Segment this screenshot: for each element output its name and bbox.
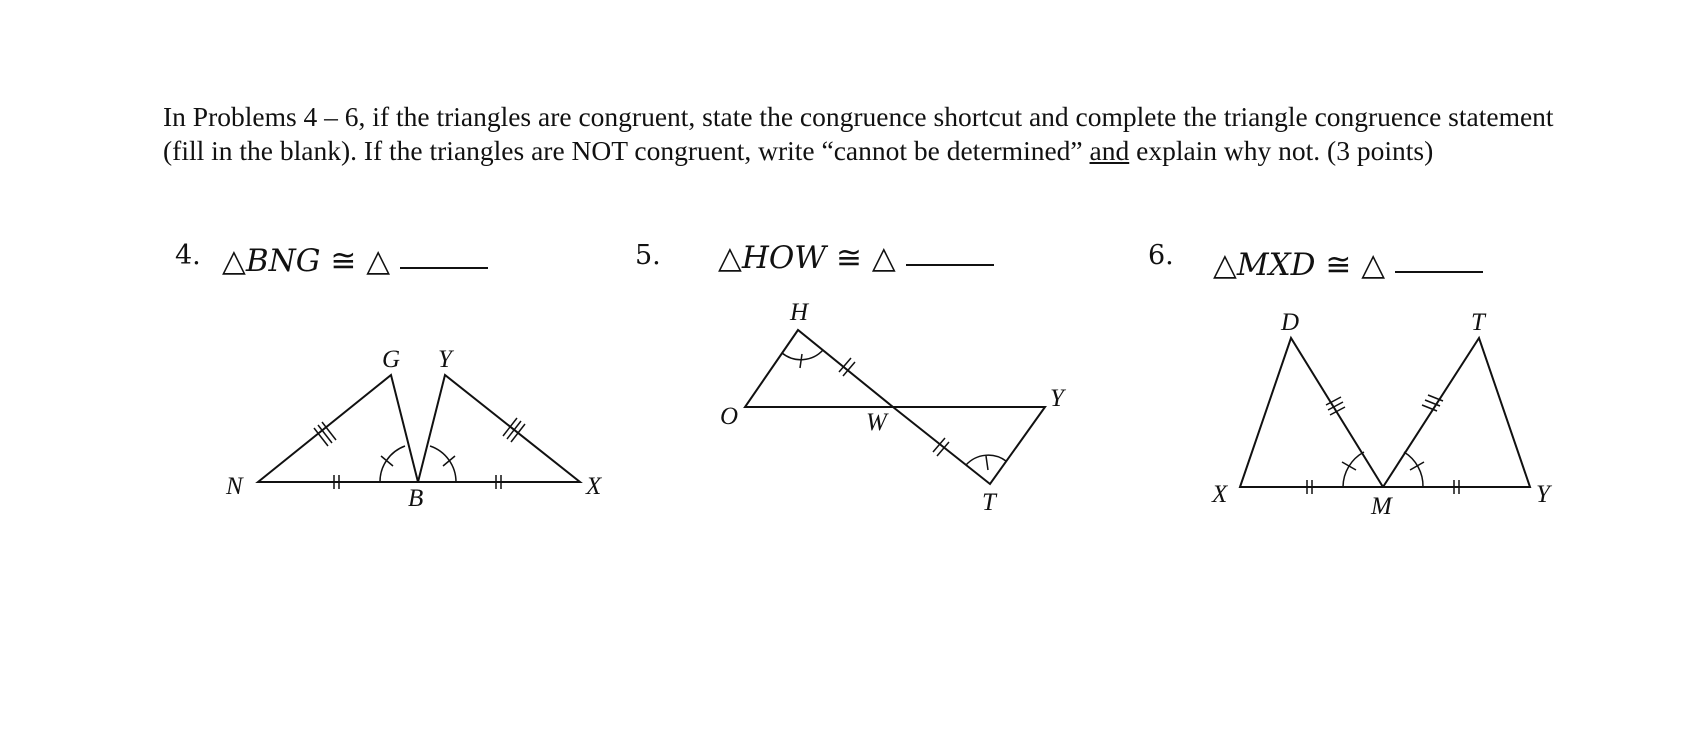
angle-arc-xmd <box>1343 452 1364 487</box>
angle-tick <box>1410 462 1424 470</box>
triangle-symbol: △ <box>1361 247 1386 283</box>
vertex-label-y: Y <box>1050 385 1064 412</box>
vertex-label-y: Y <box>1536 481 1550 508</box>
instructions-text: In Problems 4 – 6, if the triangles are congruent, state the congruence shortcut and complete the triangle congruence statement (fill in the blank). If the triangles are NOT congruent, write “cannot be determined” <box>163 101 1554 166</box>
triangle-name: BNG <box>245 243 321 279</box>
vertex-label-x: X <box>586 473 602 500</box>
vertex-label-g: G <box>382 346 401 373</box>
angle-arc-tmy <box>1404 452 1423 487</box>
vertex-label-t: T <box>982 489 996 516</box>
vertex-label-d: D <box>1281 309 1300 336</box>
problem-number: 6. <box>1148 240 1174 271</box>
problem-number: 4. <box>175 240 201 271</box>
triangle-symbol: △ <box>871 240 896 276</box>
congruent-symbol: ≅ <box>1325 247 1352 283</box>
vertex-label-y: Y <box>438 346 452 373</box>
triangle-name: MXD <box>1236 247 1316 283</box>
instructions-underlined: and <box>1089 135 1130 166</box>
vertex-label-w: W <box>866 409 887 436</box>
vertex-label-n: N <box>226 473 243 500</box>
triangle-wyt <box>893 407 1045 484</box>
angle-tick <box>443 456 455 466</box>
triangle-name: HOW <box>741 240 827 276</box>
triangle-mty <box>1383 338 1530 487</box>
vertex-label-h: H <box>790 299 809 326</box>
angle-tick <box>1342 462 1356 470</box>
triangle-bng <box>258 375 418 482</box>
triangle-how <box>745 330 893 407</box>
triangle-byx <box>418 375 580 482</box>
vertex-label-b: B <box>408 485 424 512</box>
figure-6 <box>1211 309 1553 520</box>
angle-tick <box>381 456 393 466</box>
angle-arc-gbn <box>380 446 405 482</box>
tick-marks-yx <box>503 418 525 442</box>
vertex-label-t: T <box>1471 309 1485 336</box>
congruent-symbol: ≅ <box>836 240 862 276</box>
problem-number: 5. <box>635 240 661 271</box>
angle-tick <box>800 354 802 368</box>
vertex-label-m: M <box>1371 493 1392 520</box>
vertex-label-o: O <box>720 403 739 430</box>
vertex-label-x: X <box>1212 481 1228 508</box>
congruent-symbol: ≅ <box>330 243 357 279</box>
triangle-mxd <box>1240 338 1383 487</box>
triangle-symbol: △ <box>718 240 742 276</box>
triangle-symbol: △ <box>1213 247 1237 283</box>
angle-arc-ybx <box>430 446 456 482</box>
triangle-symbol: △ <box>222 243 246 279</box>
instructions-text-end: explain why not. (3 points) <box>1129 135 1434 166</box>
figure-5 <box>720 299 1067 516</box>
angle-tick <box>986 456 988 470</box>
figure-4 <box>225 346 603 512</box>
triangle-symbol: △ <box>366 243 391 279</box>
